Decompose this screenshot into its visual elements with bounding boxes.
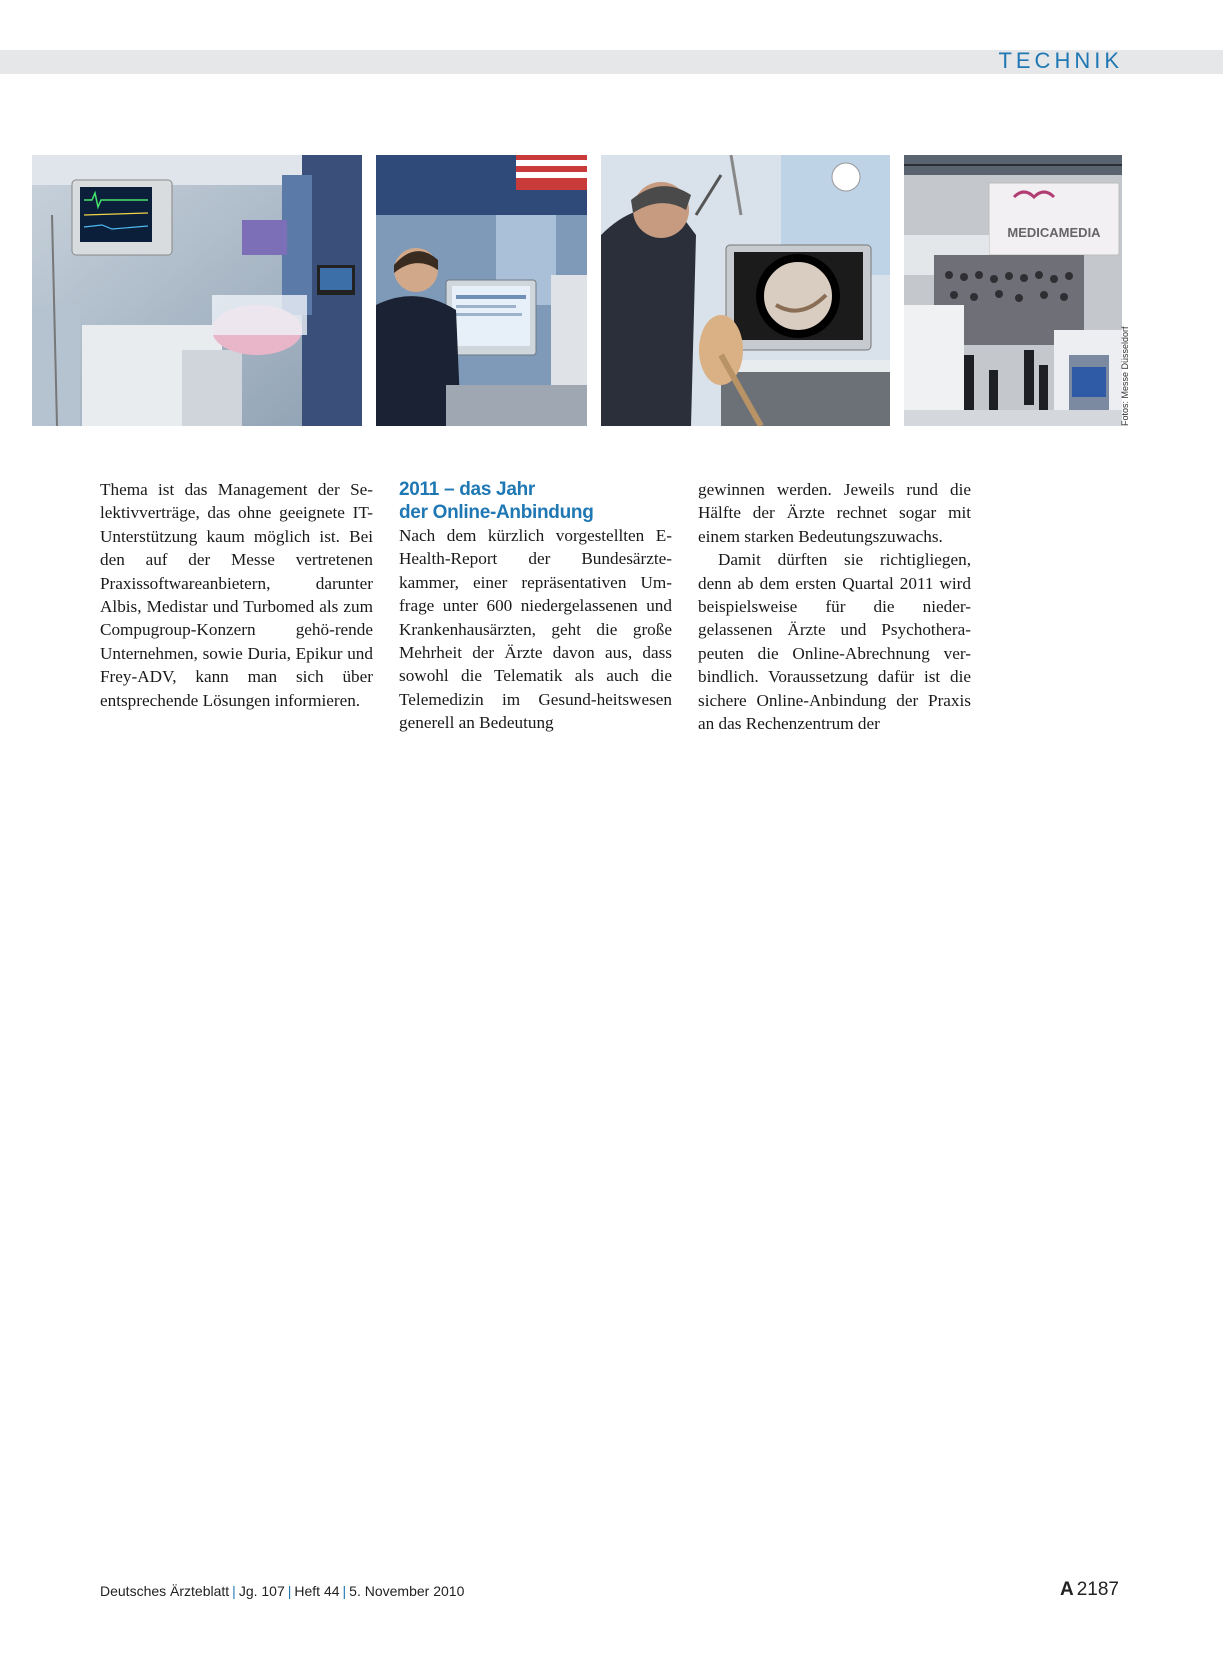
paragraph: Nach dem kürzlich vorgestellten E-Health-Report der Bundesärzte-kammer, einer repräsentativen Um-frage unter 600 niedergelassenen und Krankenhausärzten, geht die große Mehrheit der Ärzte davon aus, dass sowohl die Telematik als auch die Telemedizin im Gesund-heitswesen generell an Bedeutung <box>399 526 672 733</box>
paragraph: Damit dürften sie richtigliegen, denn ab dem ersten Quartal 2011 wird beispielsweise für die nieder-gelassenen Ärzte und Psychothera-peuten die Online-Abrechnung ver-bindlich. Voraussetzung dafür ist die sichere Online-Anbindung der Praxis an das Rechenzentrum der <box>698 550 971 734</box>
page-prefix: A <box>1059 1579 1074 1600</box>
page-number <box>1060 1579 1119 1601</box>
article-column-1 <box>100 478 373 712</box>
separator: | <box>287 1583 292 1599</box>
subheading-line-1: 2011 – das Jahr <box>399 479 535 500</box>
photo-credit: Fotos: Messe Düsseldorf <box>1120 326 1130 426</box>
separator: | <box>232 1583 236 1599</box>
separator: | <box>342 1583 347 1599</box>
footer-citation <box>100 1583 464 1599</box>
volume: Jg. 107 <box>238 1583 285 1599</box>
journal-name: Deutsches Ärzteblatt <box>100 1583 230 1599</box>
photo-medical-equipment <box>32 155 362 426</box>
section-label: TECHNIK <box>998 48 1123 73</box>
subheading <box>399 478 672 524</box>
date: 5. November 2010 <box>349 1583 465 1599</box>
article-column-2 <box>399 478 672 735</box>
paragraph: Thema ist das Management der Se-lektivverträge, das ohne geeignete IT-Unterstützung kaum möglich ist. Bei den auf der Messe vertretenen Praxissoftwareanbietern, darunter Albis, Medistar und Turbomed als zum Compugroup-Konzern gehö-rende Unternehmen, sowie Duria, Epikur und Frey-ADV, kann man sich über entsprechende Lösungen informieren. <box>100 480 373 710</box>
subheading-line-2: der Online-Anbindung <box>399 502 594 523</box>
booth-banner-text: MEDICAMEDIA <box>1007 225 1101 240</box>
photo-surgical-demo <box>601 155 890 426</box>
photo-man-at-computer <box>376 155 587 426</box>
photo-trade-fair-hall <box>904 155 1122 426</box>
paragraph: gewinnen werden. Jeweils rund die Hälfte der Ärzte rechnet sogar mit einem starken Bedeutungszuwachs. <box>698 480 971 546</box>
issue: Heft 44 <box>294 1583 340 1599</box>
article-column-3 <box>698 478 971 735</box>
page-number-value: 2187 <box>1076 1579 1119 1600</box>
